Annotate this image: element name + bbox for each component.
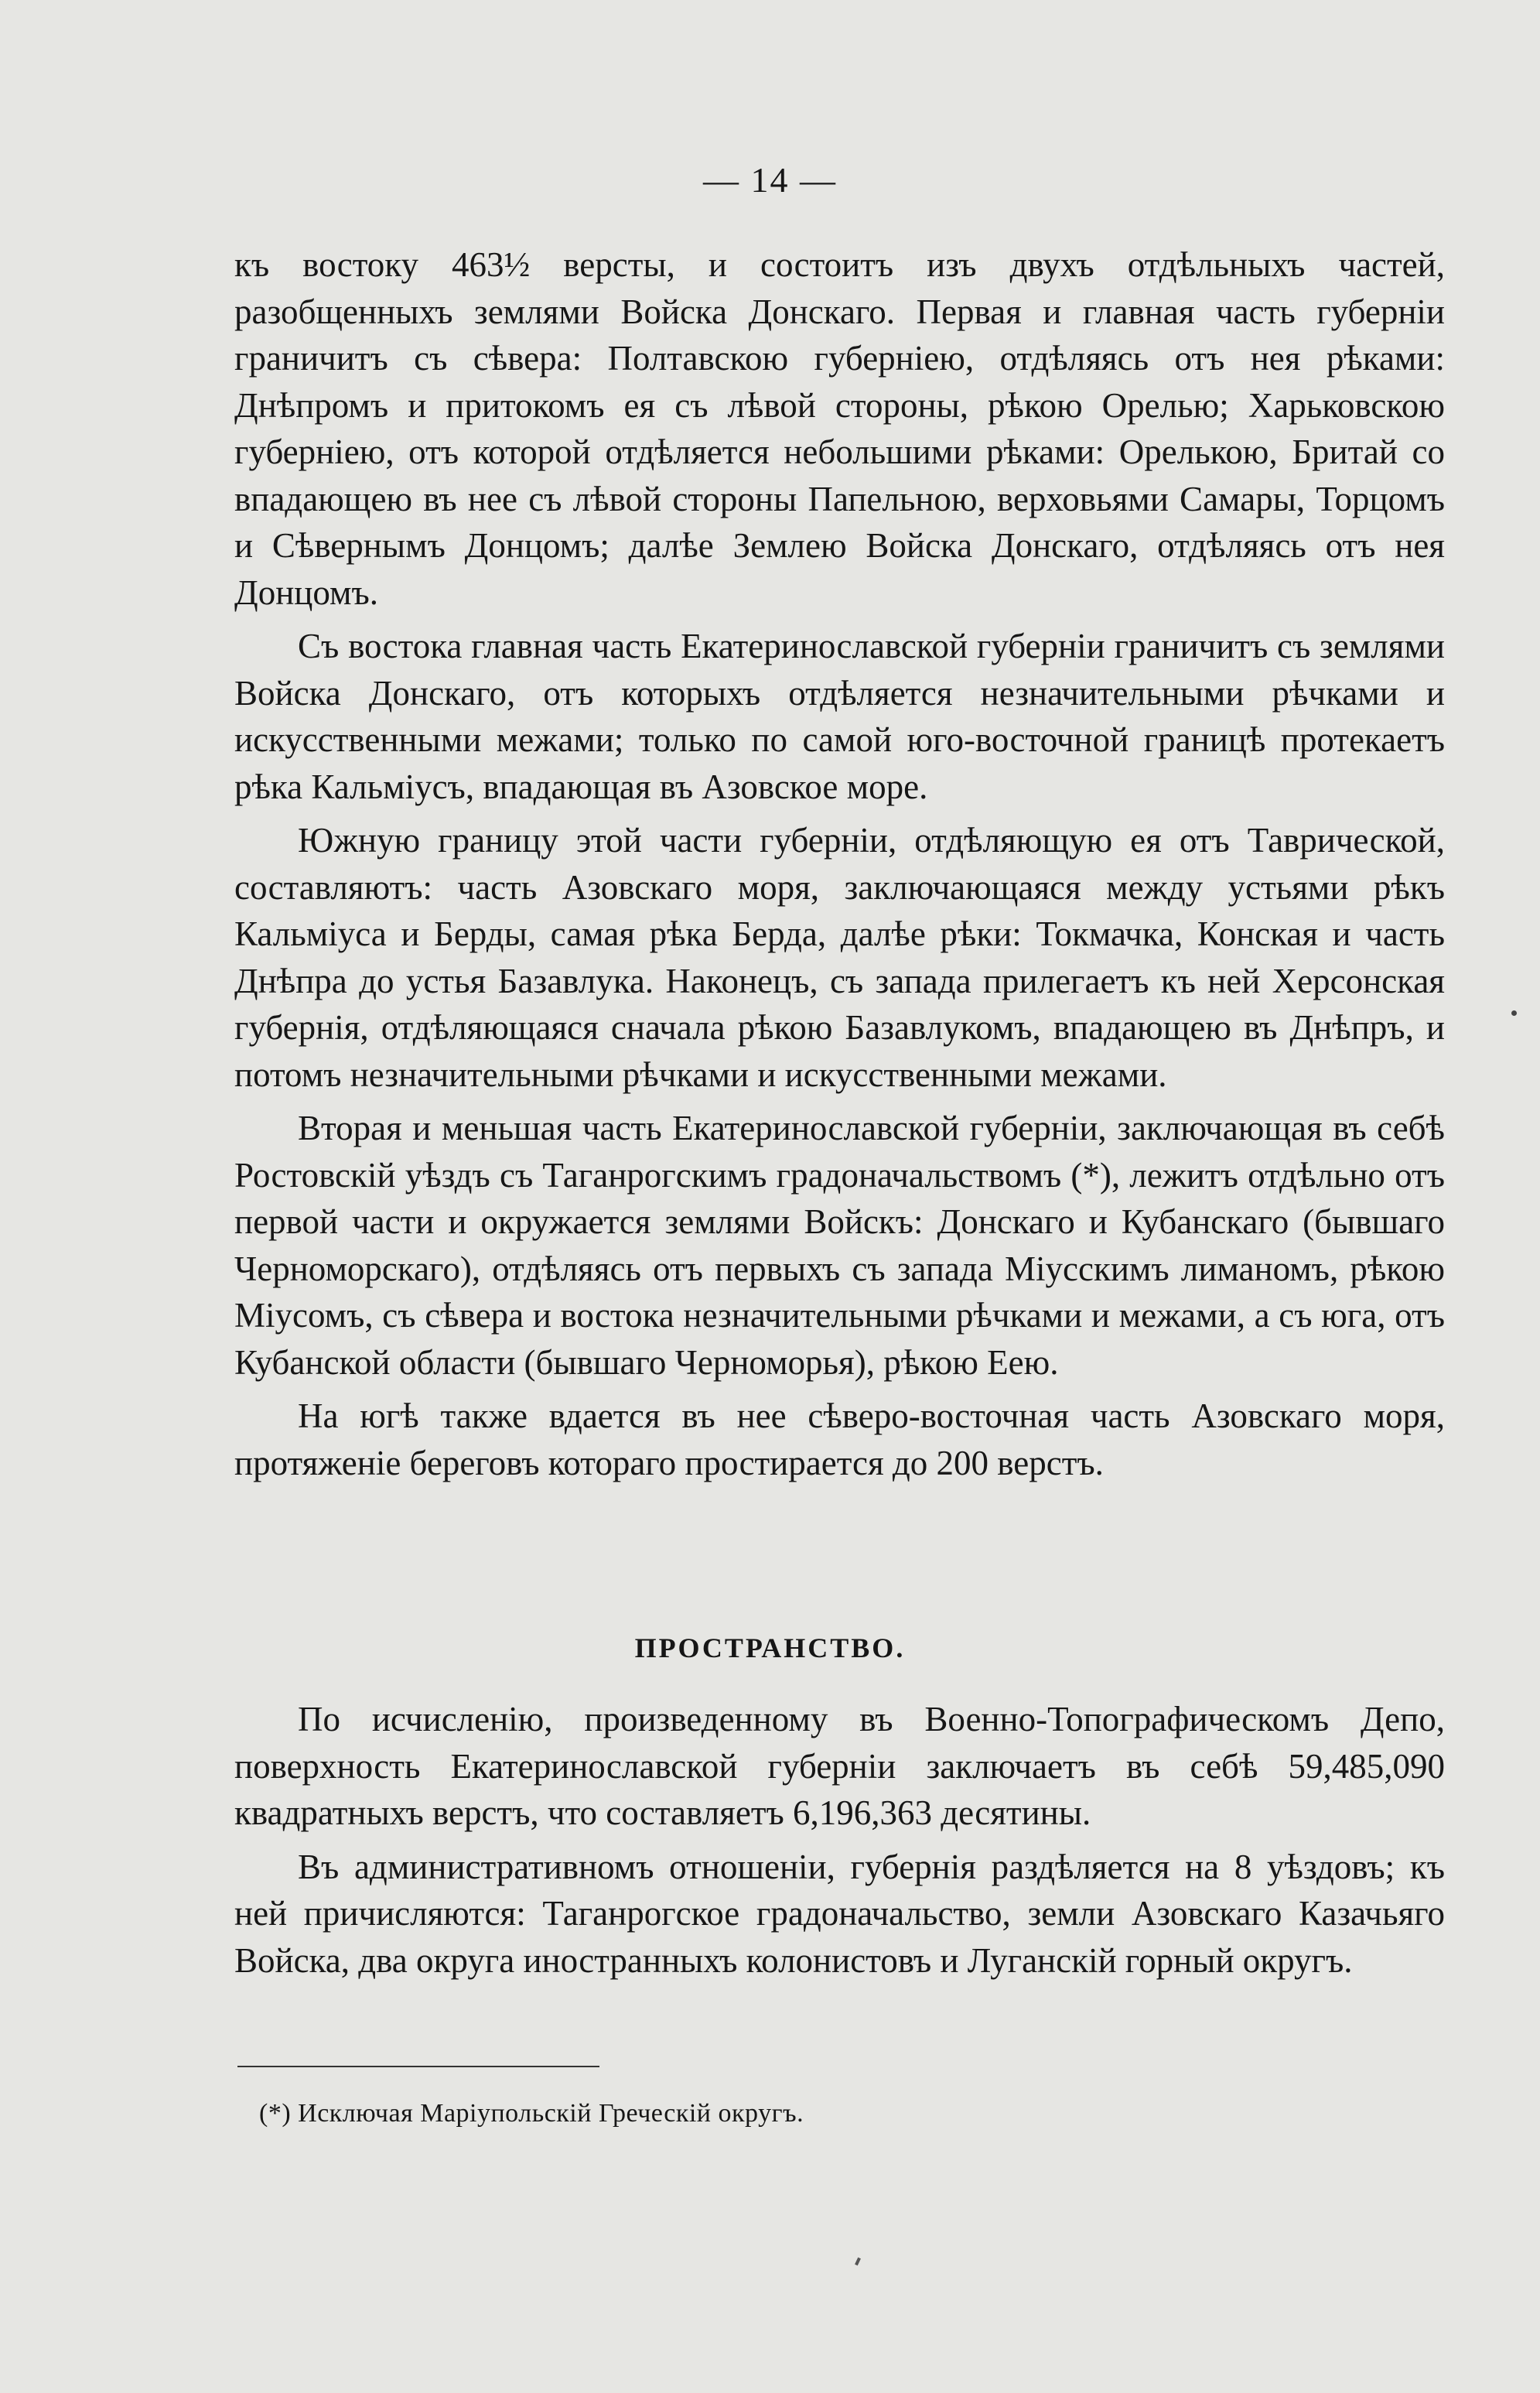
paragraph-continuation: къ востоку 463½ версты, и состоитъ изъ двухъ отдѣльныхъ частей, разобщенныхъ землями Войска Донскаго. Первая и главная часть губерніи граничитъ съ сѣвера: Полтавскою губерніею, отдѣляясь отъ нея рѣками: Днѣпромъ и притокомъ ея съ лѣвой стороны, рѣкою Орелью; Харьковскою губерніею, отъ которой отдѣляется небольшими рѣками: Орелькою, Бритай со впадающею въ нее съ лѣвой стороны Папельною, верховьями Самары, Торцомъ и Сѣвернымъ Донцомъ; далѣе Землею Войска Донскаго, отдѣляясь отъ нея Донцомъ. — [234, 245, 1445, 612]
page-number: — 14 — — [703, 160, 837, 200]
paragraph-area: По исчисленію, произведенному въ Военно-Топографическомъ Депо, поверхность Екатеринославской губерніи заключаетъ въ себѣ 59,485,090 квадратныхъ верстъ, что составляетъ 6,196,363 десятины. — [234, 1700, 1445, 1832]
body-text-area — [234, 1696, 1445, 1991]
paragraph-south-border: Южную границу этой части губерніи, отдѣляющую ея отъ Таврической, составляютъ: часть Азовскаго моря, заключающаяся между устьями рѣкъ Кальміуса и Берды, самая рѣка Берда, далѣе рѣки: Токмачка, Конская и часть Днѣпра до устья Базавлука. Наконецъ, съ запада прилегаетъ къ ней Херсонская губернія, отдѣляющаяся сначала рѣкою Базавлукомъ, впадающею въ Днѣпръ, и потомъ незначительными рѣчками и искусственными межами. — [234, 821, 1445, 1094]
footnote-divider — [237, 2066, 599, 2067]
paragraph-azov-sea: На югѣ также вдается въ нее сѣверо-восточная часть Азовскаго моря, протяженіе береговъ котораго простирается до 200 верстъ. — [234, 1396, 1445, 1482]
section-title: ПРОСТРАНСТВО. — [634, 1632, 906, 1663]
paper-speck — [855, 2258, 861, 2266]
footnote: (*) Исключая Маріупольскій Греческій округъ. — [259, 2099, 804, 2128]
paragraph-east-border: Съ востока главная часть Екатеринославской губерніи граничитъ съ землями Войска Донскаго, отъ которыхъ отдѣляется незначительными рѣчками и искусственными межами; только по самой юго-восточной границѣ протекаетъ рѣка Кальміусъ, впадающая въ Азовское море. — [234, 627, 1445, 806]
body-text-main — [234, 241, 1445, 1486]
paragraph-second-part: Вторая и меньшая часть Екатеринославской губерніи, заключающая въ себѣ Ростовскій уѣздъ съ Таганрогскимъ градоначальствомъ (*), лежитъ отдѣльно отъ первой части и окружается землями Войскъ: Донскаго и Кубанскаго (бывшаго Черноморскаго), отдѣляясь отъ первыхъ съ запада Міусскимъ лиманомъ, рѣкою Міусомъ, съ сѣвера и востока незначительными рѣчками и межами, а съ юга, отъ Кубанской области (бывшаго Черноморья), рѣкою Еею. — [234, 1109, 1445, 1382]
paper-speck — [1511, 1010, 1517, 1016]
paragraph-administration: Въ административномъ отношеніи, губернія раздѣляется на 8 уѣздовъ; къ ней причисляются: Таганрогское градоначальство, земли Азовскаго Казачьяго Войска, два округа иностранныхъ колонистовъ и Луганскій горный округъ. — [234, 1847, 1445, 1980]
